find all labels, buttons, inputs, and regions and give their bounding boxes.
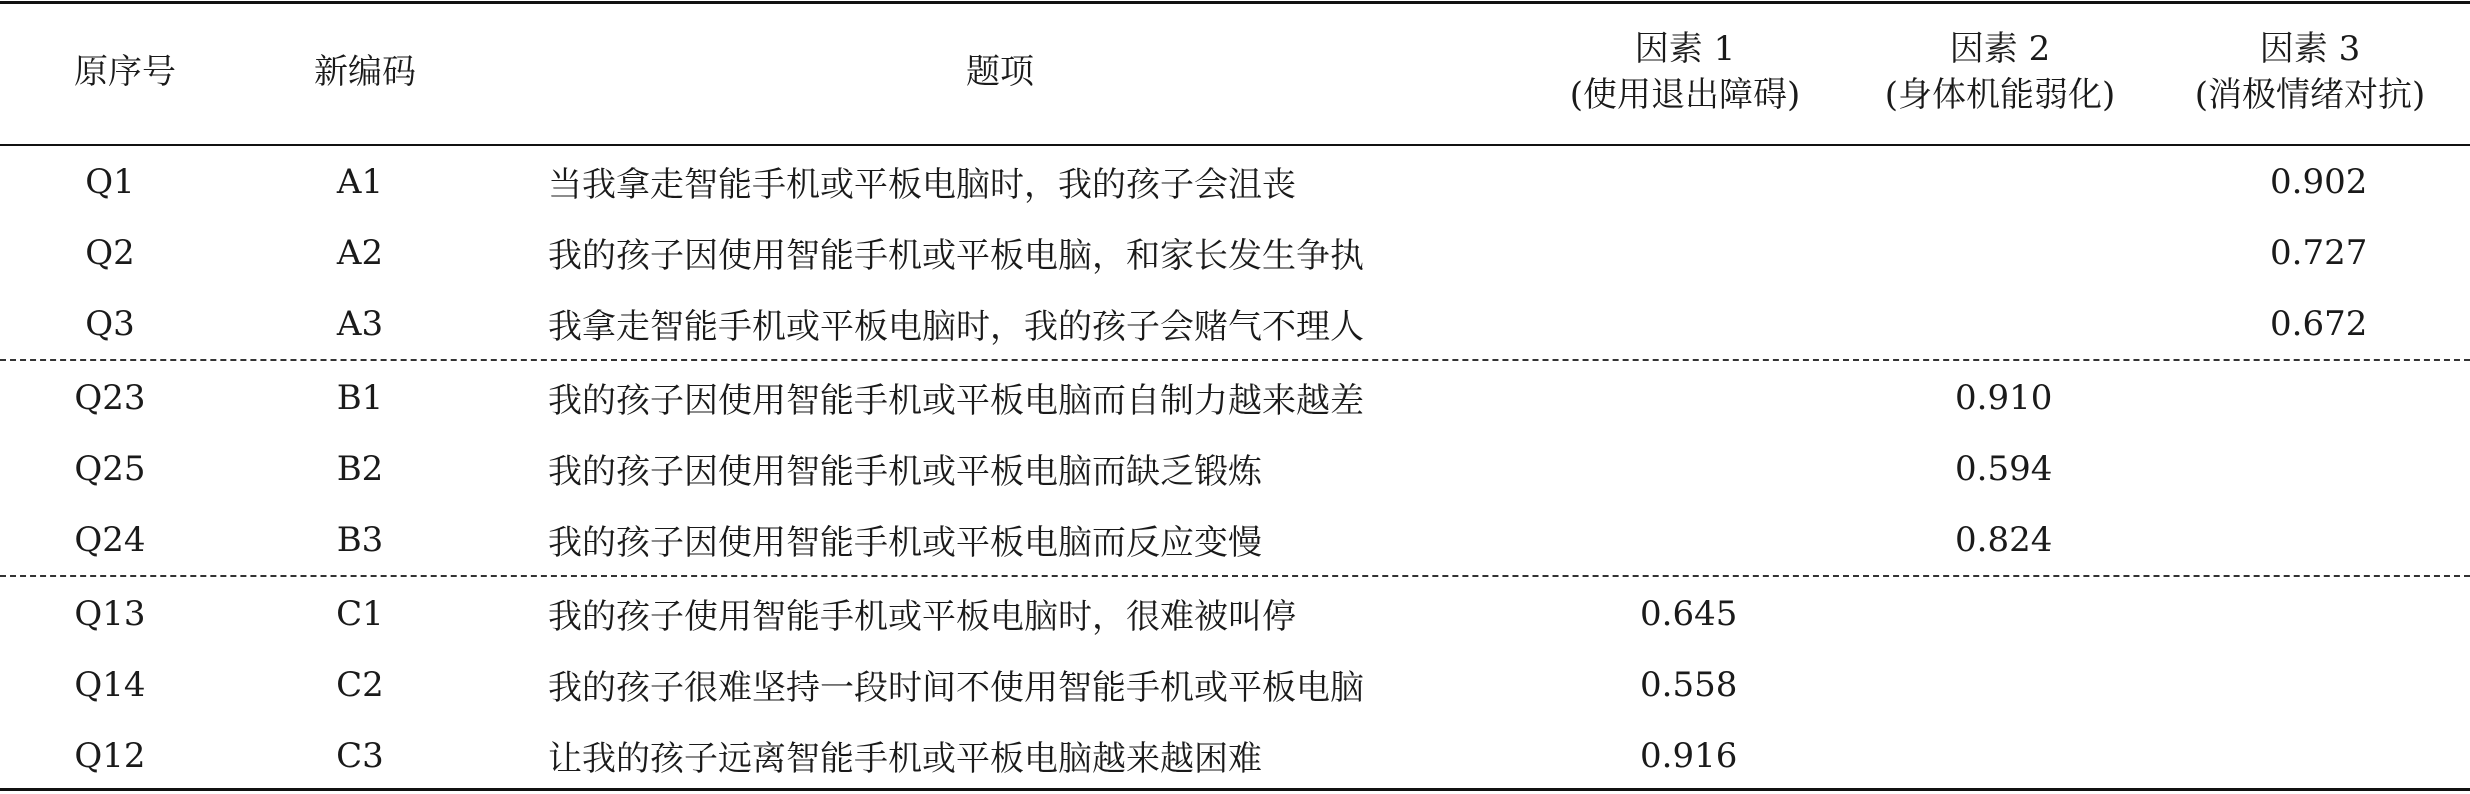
header-new-code [250, 0, 480, 144]
cell-orig-no: Q3 [85, 303, 135, 344]
cell-factor-3 [2270, 433, 2390, 504]
cell-factor-1 [1640, 504, 1760, 575]
cell-item: 我的孩子很难坚持一段时间不使用智能手机或平板电脑 [548, 668, 1364, 708]
cell-orig-no: Q13 [74, 593, 146, 634]
header-factor-3 [2150, 0, 2470, 144]
cell-orig-no: Q12 [74, 735, 146, 776]
cell-factor-2 [1955, 649, 2075, 720]
cell-new-code: C1 [336, 593, 384, 634]
table-row [0, 146, 2470, 217]
table-row [0, 217, 2470, 288]
header-factor-1-title: 因素 1 [1634, 29, 1736, 69]
cell-factor-3: 0.672 [2270, 303, 2368, 344]
cell-new-code: A1 [336, 161, 384, 202]
cell-factor-1 [1640, 288, 1760, 359]
cell-factor-3 [2270, 649, 2390, 720]
cell-item: 我的孩子因使用智能手机或平板电脑而缺乏锻炼 [548, 452, 1262, 492]
cell-orig-no: Q1 [85, 161, 135, 202]
table-row [0, 720, 2470, 791]
header-item [480, 0, 1520, 144]
cell-orig-no: Q25 [74, 448, 146, 489]
row-group-a [0, 146, 2470, 359]
cell-factor-2 [1955, 146, 2075, 217]
cell-factor-1: 0.916 [1640, 735, 1738, 776]
cell-factor-3: 0.902 [2270, 161, 2368, 202]
group-divider-1 [0, 359, 2470, 361]
cell-item: 我的孩子因使用智能手机或平板电脑，和家长发生争执 [548, 236, 1364, 276]
cell-orig-no: Q2 [85, 232, 135, 273]
cell-item: 当我拿走智能手机或平板电脑时，我的孩子会沮丧 [548, 165, 1296, 205]
table-row [0, 504, 2470, 575]
header-orig-no [0, 0, 250, 144]
cell-factor-1 [1640, 217, 1760, 288]
cell-factor-2 [1955, 578, 2075, 649]
cell-new-code: A3 [336, 303, 384, 344]
cell-factor-1 [1640, 146, 1760, 217]
header-factor-1-subtitle: (使用退出障碍) [1569, 75, 1801, 115]
cell-factor-2: 0.910 [1955, 377, 2053, 418]
cell-new-code: C2 [336, 664, 384, 705]
cell-item: 我的孩子使用智能手机或平板电脑时，很难被叫停 [548, 597, 1296, 637]
cell-factor-3 [2270, 362, 2390, 433]
table-row [0, 433, 2470, 504]
row-group-c [0, 578, 2470, 791]
cell-orig-no: Q24 [74, 519, 146, 560]
cell-factor-2 [1955, 720, 2075, 791]
group-divider-2 [0, 575, 2470, 577]
table-row [0, 288, 2470, 359]
header-factor-1 [1520, 0, 1850, 144]
cell-orig-no: Q14 [74, 664, 146, 705]
header-factor-2 [1850, 0, 2150, 144]
cell-factor-2 [1955, 288, 2075, 359]
cell-orig-no: Q23 [74, 377, 146, 418]
cell-factor-1 [1640, 433, 1760, 504]
cell-factor-3 [2270, 720, 2390, 791]
cell-item: 我的孩子因使用智能手机或平板电脑而反应变慢 [548, 523, 1262, 563]
cell-factor-2 [1955, 217, 2075, 288]
table-row [0, 578, 2470, 649]
header-factor-2-title: 因素 2 [1949, 29, 2051, 69]
header-factor-3-title: 因素 3 [2259, 29, 2361, 69]
cell-item: 我拿走智能手机或平板电脑时，我的孩子会赌气不理人 [548, 307, 1364, 347]
cell-new-code: C3 [336, 735, 384, 776]
cell-factor-3 [2270, 504, 2390, 575]
header-factor-3-subtitle: (消极情绪对抗) [2194, 75, 2426, 115]
cell-new-code: A2 [336, 232, 384, 273]
cell-factor-2: 0.594 [1955, 448, 2053, 489]
cell-factor-1 [1640, 362, 1760, 433]
table-row [0, 362, 2470, 433]
header-new-code-label: 新编码 [314, 52, 416, 92]
header-item-label: 题项 [966, 52, 1034, 92]
table-row [0, 649, 2470, 720]
cell-new-code: B1 [336, 377, 384, 418]
header-orig-no-label: 原序号 [74, 52, 176, 92]
row-group-b [0, 362, 2470, 575]
cell-factor-3: 0.727 [2270, 232, 2368, 273]
cell-new-code: B3 [336, 519, 384, 560]
cell-factor-3 [2270, 578, 2390, 649]
cell-factor-2: 0.824 [1955, 519, 2053, 560]
cell-new-code: B2 [336, 448, 384, 489]
header-factor-2-subtitle: (身体机能弱化) [1884, 75, 2116, 115]
cell-item: 我的孩子因使用智能手机或平板电脑而自制力越来越差 [548, 381, 1364, 421]
cell-factor-1: 0.558 [1640, 664, 1738, 705]
cell-item: 让我的孩子远离智能手机或平板电脑越来越困难 [548, 739, 1262, 779]
cell-factor-1: 0.645 [1640, 593, 1738, 634]
